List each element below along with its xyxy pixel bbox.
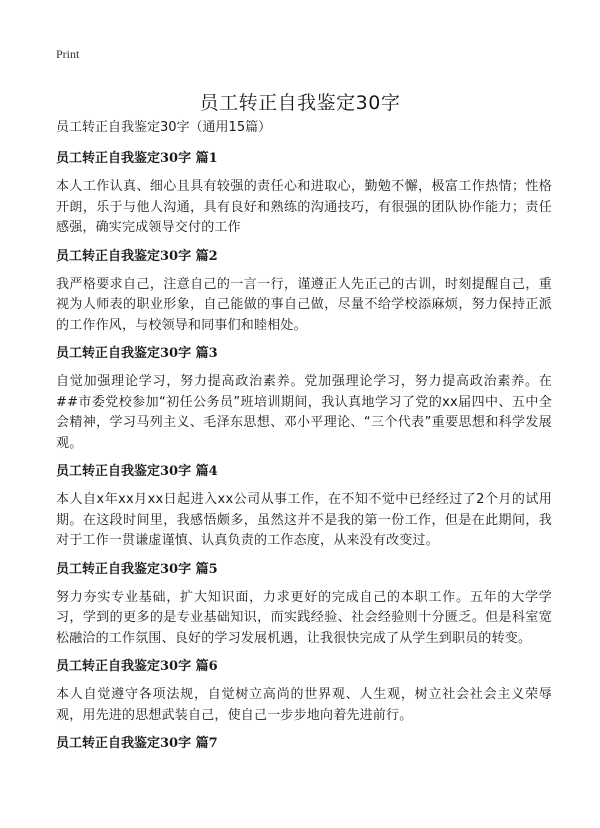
section-heading: 员工转正自我鉴定30字 篇7 [56, 736, 218, 751]
page-title: 员工转正自我鉴定30字 [199, 91, 401, 114]
section-body: 本人工作认真、细心且具有较强的责任心和进取心，勤勉不懈，极富工作热情；性格开朗，乐于与他人沟通，具有良好和熟练的沟通技巧，有很强的团队协作能力；责任感强，确实完成领导交付的工作 [56, 179, 552, 235]
section-3 [56, 345, 552, 454]
section-4 [56, 463, 552, 552]
document-content [56, 119, 552, 762]
section-body: 我严格要求自己，注意自己的一言一行，谨遵正人先正己的古训，时刻提醒自己，重视为人师表的职业形象，自己能做的事自己做，尽量不给学校添麻烦，努力保持正派的工作作风，与校领导和同事们和睦相处。 [56, 276, 552, 333]
section-7 [56, 735, 552, 753]
document-subtitle: 员工转正自我鉴定30字（通用15篇） [56, 120, 272, 135]
section-2 [56, 248, 552, 337]
section-heading: 员工转正自我鉴定30字 篇5 [56, 561, 218, 577]
section-heading: 员工转正自我鉴定30字 篇3 [56, 346, 218, 361]
section-6 [56, 658, 552, 726]
section-body: 自觉加强理论学习，努力提高政治素养。党加强理论学习，努力提高政治素养。在##市委党校参加“初任公务员”班培训期间，我认真地学习了党的xx届四中、五中全会精神，学习马列主义、毛泽东思想、邓小平理论、“三个代表”重要思想和科学发展观。 [56, 374, 552, 451]
section-heading: 员工转正自我鉴定30字 篇1 [56, 151, 218, 166]
section-heading: 员工转正自我鉴定30字 篇2 [56, 248, 218, 264]
section-body: 本人自觉遵守各项法规，自觉树立高尚的世界观、人生观，树立社会社会主义荣辱观，用先进的思想武装自己，使自己一步步地向着先进前行。 [56, 687, 552, 723]
section-body: 本人自x年xx月xx日起进入xx公司从事工作，在不知不觉中已经经过了2个月的试用期。在这段时间里，我感悟颇多，虽然这并不是我的第一份工作，但是在此期间，我对于工作一贯谦虚谨慎、认真负责的工作态度，从来没有改变过。 [56, 492, 552, 548]
print-label[interactable]: Print [56, 47, 80, 61]
section-heading: 员工转正自我鉴定30字 篇4 [56, 464, 218, 479]
section-1 [56, 150, 552, 239]
section-5 [56, 561, 552, 650]
section-body: 努力夯实专业基础，扩大知识面，力求更好的完成自己的本职工作。五年的大学学习，学到的更多的是专业基础知识，而实践经验、社会经验则十分匮乏。但是科室宽松融洽的工作氛围、良好的学习发展机遇，让我很快完成了从学生到职员的转变。 [56, 589, 552, 646]
section-heading: 员工转正自我鉴定30字 篇6 [56, 659, 218, 674]
